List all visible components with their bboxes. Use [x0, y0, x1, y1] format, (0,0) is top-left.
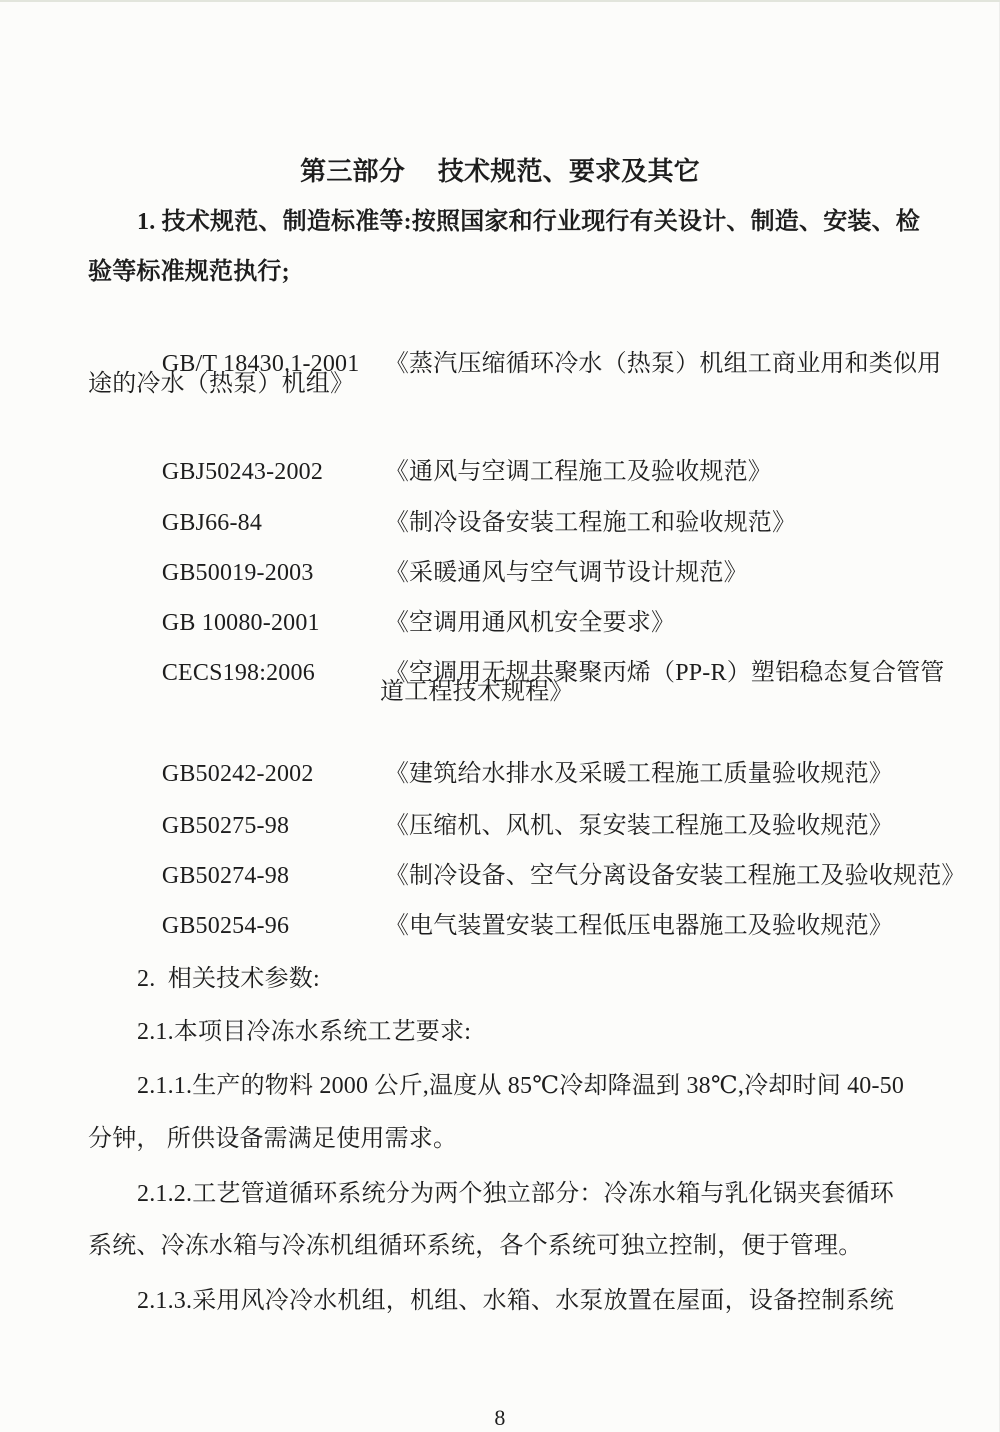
standard-code: GBJ66-84	[161, 510, 263, 536]
standard-title: 《制冷设备安装工程施工和验收规范》	[384, 510, 797, 536]
standard-code: GB50275-98	[161, 813, 290, 839]
section2-heading: 2. 相关技术参数:	[137, 966, 320, 992]
standard-code: GBJ50243-2002	[161, 459, 324, 485]
standard-code: GB 10080-2001	[161, 610, 320, 636]
standard-code: GB50274-98	[161, 863, 290, 889]
item-2-1-2-line1: 2.1.2.工艺管道循环系统分为两个独立部分：冷冻水箱与乳化锅夹套循环	[137, 1181, 894, 1207]
section1-paragraph-line1: 1. 技术规范、制造标准等:按照国家和行业现行有关设计、制造、安装、检	[137, 209, 920, 235]
standard-code: CECS198:2006	[161, 660, 315, 686]
standard-title: 《通风与空调工程施工及验收规范》	[384, 459, 773, 485]
section1-paragraph-line2: 验等标准规范执行;	[88, 259, 290, 285]
standard-title: 《采暖通风与空气调节设计规范》	[384, 560, 748, 586]
standard-title: 《压缩机、风机、泵安装工程施工及验收规范》	[384, 813, 894, 839]
item-2-1-1-line2: 分钟， 所供设备需满足使用需求。	[88, 1126, 458, 1152]
page-number: 8	[494, 1405, 506, 1430]
standard-title-continuation: 道工程技术规程》	[380, 679, 574, 705]
section2-subheading: 2.1.本项目冷冻水系统工艺要求:	[137, 1019, 472, 1045]
standard-title: 《空调用通风机安全要求》	[384, 610, 676, 636]
standard-row	[137, 878, 893, 974]
standard-code: GB50019-2003	[161, 560, 314, 586]
standard-title: 《电气装置安装工程低压电器施工及验收规范》	[384, 913, 894, 939]
standard-code: GB50242-2002	[161, 761, 314, 787]
standard-title: 《制冷设备、空气分离设备安装工程施工及验收规范》	[384, 863, 966, 889]
page-title: 第三部分 技术规范、要求及其它	[300, 157, 700, 186]
standard-code: GB/T 18430.1-2001	[161, 351, 360, 377]
standard-code: GB50254-96	[161, 913, 290, 939]
item-2-1-2-line2: 系统、冷冻水箱与冷冻机组循环系统，各个系统可独立控制，便于管理。	[88, 1233, 863, 1259]
standard-title: 《建筑给水排水及采暖工程施工质量验收规范》	[384, 761, 894, 787]
item-2-1-1-line1: 2.1.1.生产的物料 2000 公斤,温度从 85℃冷却降温到 38℃,冷却时间 40-50	[137, 1073, 905, 1099]
item-2-1-3-line1: 2.1.3.采用风冷冷水机组，机组、水箱、水泵放置在屋面，设备控制系统	[137, 1288, 894, 1314]
standard-title-continuation: 途的冷水（热泵）机组》	[88, 371, 355, 397]
standard-title: 《空调用无规共聚聚丙烯（PP-R）塑铝稳态复合管管	[384, 660, 945, 686]
standard-title: 《蒸汽压缩循环冷水（热泵）机组工商业用和类似用	[384, 351, 942, 377]
